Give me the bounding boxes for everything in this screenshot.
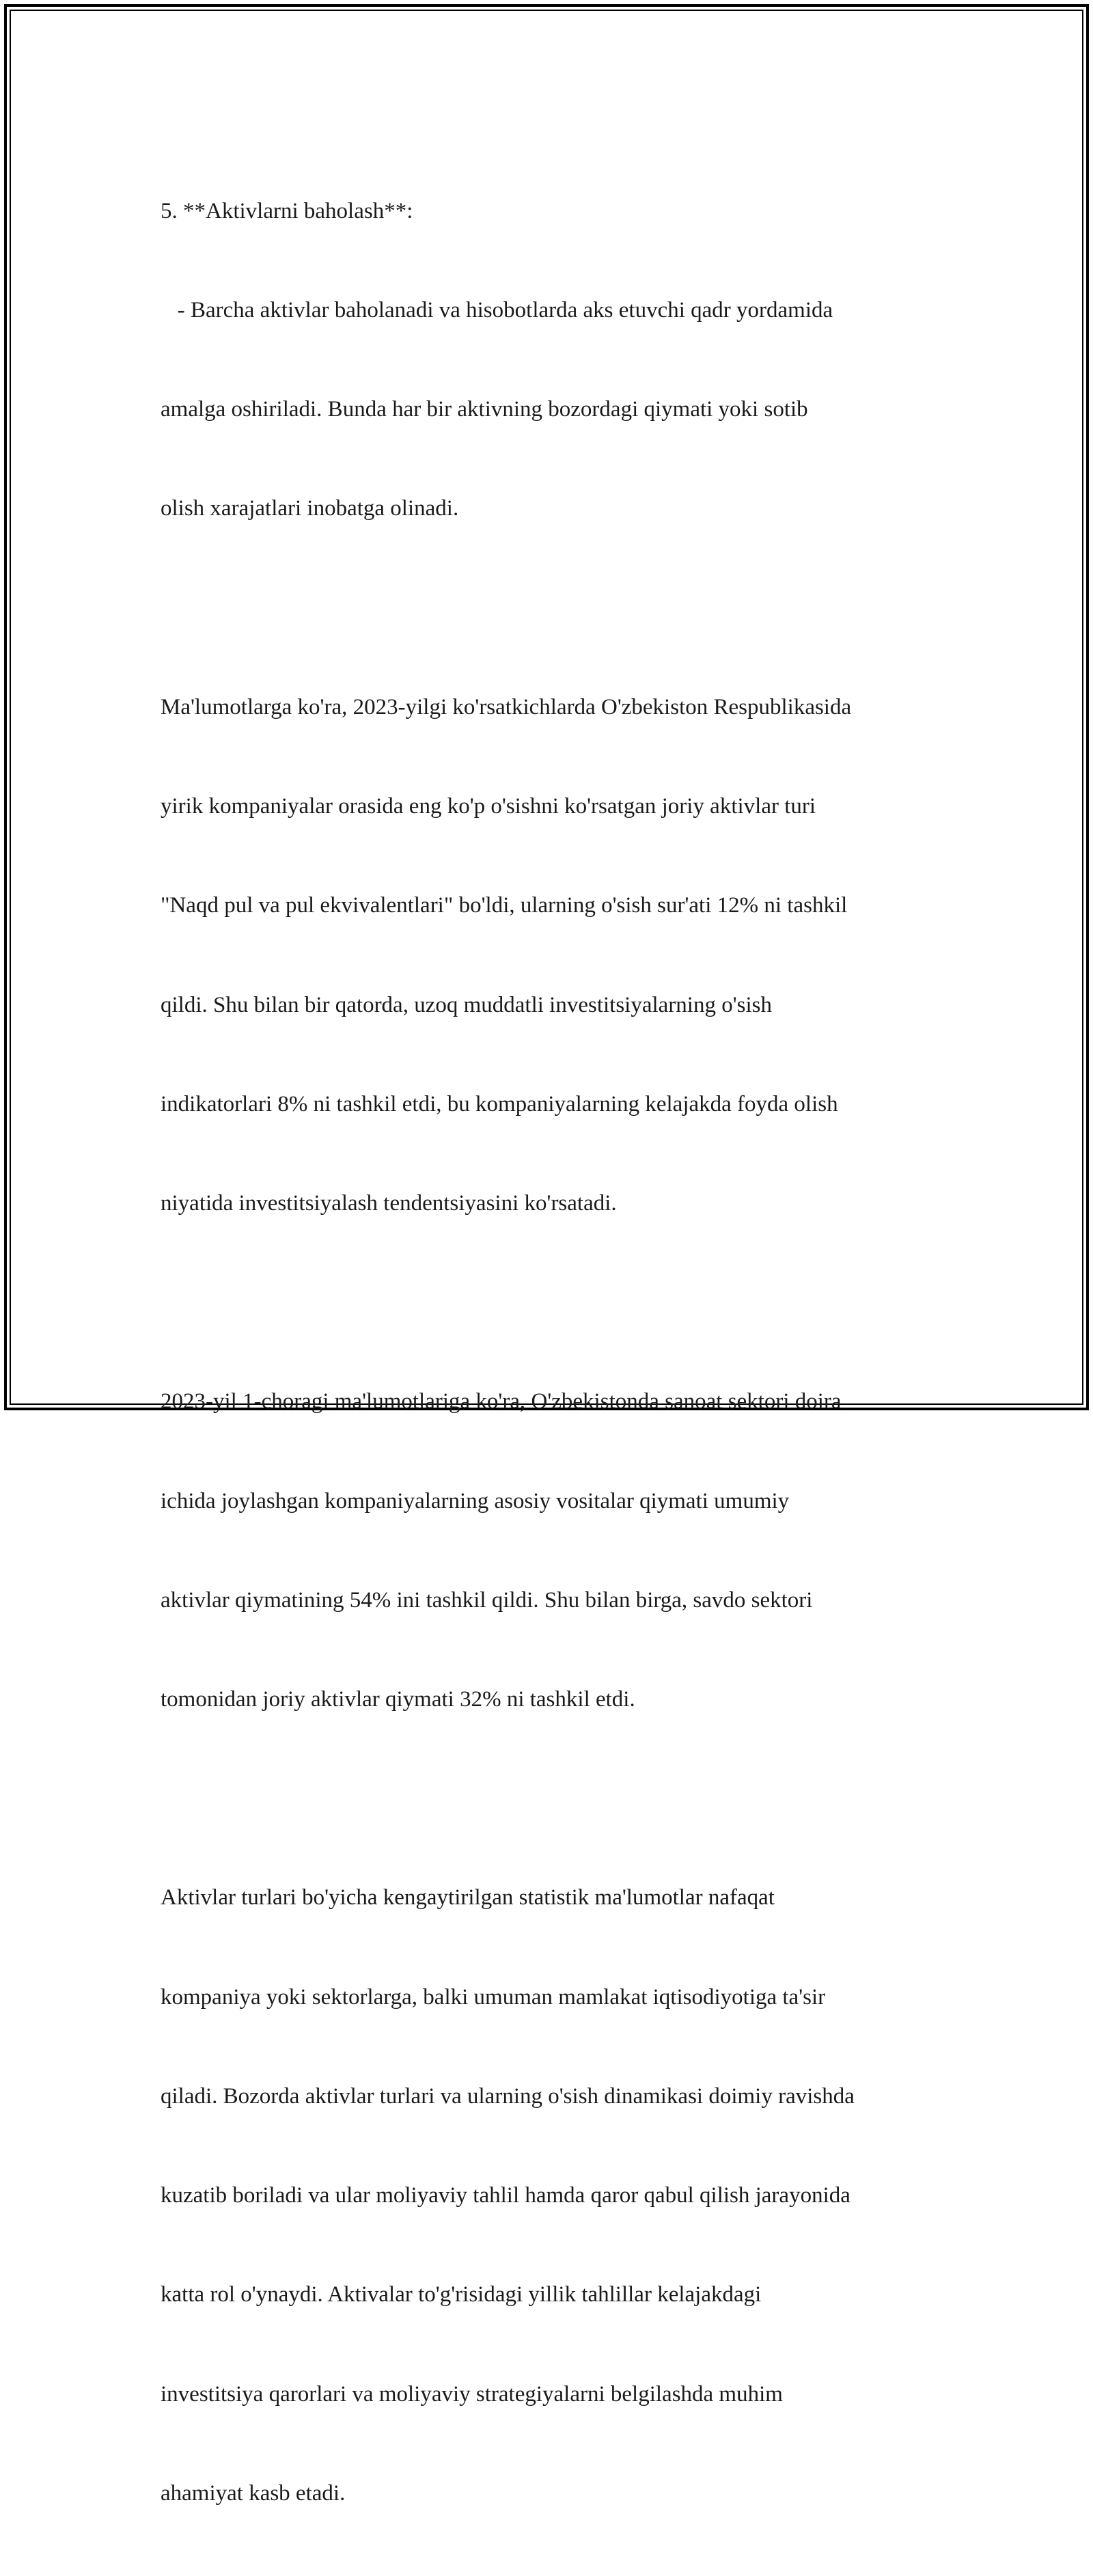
- paragraph-line: indikatorlari 8% ni tashkil etdi, bu kompaniyalarning kelajakda foyda olish: [161, 1091, 838, 1116]
- paragraph-line: qiladi. Bozorda aktivlar turlari va ularning o'sish dinamikasi doimiy ravishda: [161, 2083, 855, 2109]
- paragraph-line: Aktivlar turlari bo'yicha kengaytirilgan statistik ma'lumotlar nafaqat: [161, 1885, 775, 1910]
- paragraph-line: investitsiya qarorlari va moliyaviy strategiyalarni belgilashda muhim: [161, 2381, 783, 2407]
- bullet-line: olish xarajatlari inobatga olinadi.: [161, 496, 459, 521]
- section-heading: 5. **Aktivlarni baholash**:: [161, 198, 413, 223]
- paragraph-line: "Naqd pul va pul ekvivalentlari" bo'ldi, ularning o'sish sur'ati 12% ni tashkil: [161, 893, 848, 918]
- paragraph-line: ichida joylashgan kompaniyalarning asosiy vositalar qiymati umumiy: [161, 1488, 790, 1513]
- paragraph-line: tomonidan joriy aktivlar qiymati 32% ni tashkil etdi.: [161, 1687, 635, 1712]
- paragraph-spacer: [161, 1286, 946, 1319]
- paragraph-line: kuzatib boriladi va ular moliyaviy tahlil hamda qaror qabul qilish jarayonida: [161, 2183, 850, 2208]
- paragraph-line: ahamiyat kasb etadi.: [161, 2480, 346, 2506]
- paragraph-line: katta rol o'ynaydi. Aktivalar to'g'risidagi yillik tahlillar kelajakdagi: [161, 2282, 762, 2307]
- paragraph-line: niyatida investitsiyalash tendentsiyasini ko'rsatadi.: [161, 1190, 617, 1216]
- paragraph-line: yirik kompaniyalar orasida eng ko'p o'sishni ko'rsatgan joriy aktivlar turi: [161, 794, 816, 819]
- paragraph-extended-statistics: [161, 1815, 946, 2576]
- document-body: [161, 128, 946, 2576]
- paragraph-q1-sector-data: [161, 1319, 946, 1783]
- paragraph-spacer: [161, 592, 946, 625]
- paragraph-line: Ma'lumotlarga ko'ra, 2023-yilgi ko'rsatkichlarda O'zbekiston Respublikasida: [161, 694, 852, 720]
- paragraph-line: 2023-yil 1-choragi ma'lumotlariga ko'ra, O'zbekistonda sanoat sektori doira: [161, 1389, 842, 1414]
- bullet-line: - Barcha aktivlar baholanadi va hisobotlarda aks etuvchi qadr yordamida: [161, 298, 833, 323]
- paragraph-line: aktivlar qiymatining 54% ini tashkil qildi. Shu bilan birga, savdo sektori: [161, 1587, 813, 1613]
- paragraph-current-assets-growth: [161, 625, 946, 1286]
- bullet-line: amalga oshiriladi. Bunda har bir aktivning bozordagi qiymati yoki sotib: [161, 397, 808, 422]
- paragraph-line: qildi. Shu bilan bir qatorda, uzoq muddatli investitsiyalarning o'sish: [161, 992, 773, 1017]
- section-aktivlarni-baholash: [161, 128, 946, 592]
- paragraph-spacer: [161, 1782, 946, 1815]
- paragraph-line: kompaniya yoki sektorlarga, balki umuman mamlakat iqtisodiyotiga ta'sir: [161, 1984, 826, 2010]
